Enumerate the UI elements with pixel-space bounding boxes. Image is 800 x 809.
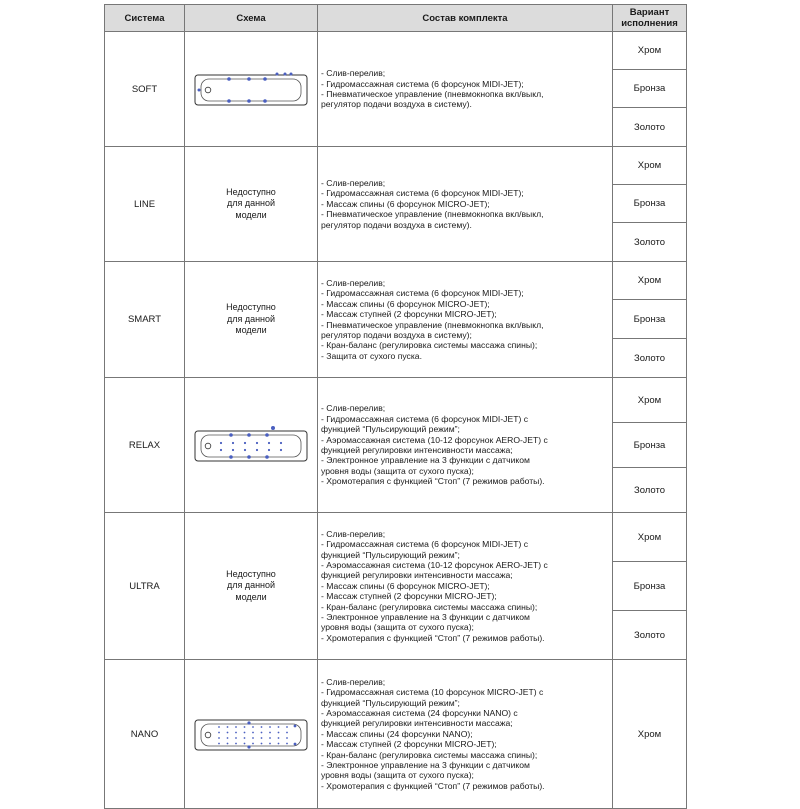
kit-line: - Массаж ступней (2 форсунки MICRO-JET);: [321, 309, 497, 320]
bathtub-diagram: [191, 714, 311, 754]
kit-line: регулятор подачи воздуха в систему).: [321, 219, 472, 230]
kit-line: уровня воды (защита от сухого пуска);: [321, 770, 474, 781]
variant-cell: Бронза: [613, 300, 687, 339]
aero-jet-dot: [256, 442, 258, 444]
nano-jet-dot: [278, 737, 280, 739]
scheme-cell: [185, 262, 318, 378]
kit-line: - Кран-баланс (регулировка системы массажа спины);: [321, 749, 538, 760]
kit-cell: [318, 660, 613, 809]
nano-jet-dot: [227, 732, 229, 734]
kit-line: - Кран-баланс (регулировка системы массажа спины);: [321, 340, 538, 351]
kit-line: - Массаж спины (24 форсунки NANO);: [321, 728, 473, 739]
kit-line: функцией регулировки интенсивности массажа;: [321, 570, 513, 581]
aero-jet-dot: [244, 442, 246, 444]
kit-line: - Хромотерапия с функцией “Стоп” (7 режимов работы).: [321, 780, 545, 791]
nano-jet-dot: [286, 732, 288, 734]
header-variant-line2: исполнения: [621, 18, 678, 29]
aero-jet-dot: [256, 449, 258, 451]
nano-jet-dot: [227, 743, 229, 745]
midi-jet-dot: [247, 433, 251, 437]
variant-cell: Бронза: [613, 423, 687, 468]
kit-line: - Слив-перелив;: [321, 528, 386, 539]
chromo-light-icon: [271, 426, 275, 430]
variant-cell: Золото: [613, 339, 687, 378]
kit-line: - Гидромассажная система (6 форсунок MIDI-JET);: [321, 288, 524, 299]
nano-jet-dot: [252, 726, 254, 728]
variant-cell: Золото: [613, 108, 687, 147]
kit-line: регулятор подачи воздуха в систему).: [321, 99, 472, 110]
midi-jet-dot: [229, 455, 233, 459]
kit-line: - Аэромассажная система (24 форсунки NANO) с: [321, 707, 518, 718]
variant-cell: Хром: [613, 660, 687, 809]
kit-line: - Массаж ступней (2 форсунки MICRO-JET);: [321, 591, 497, 602]
system-name-cell: NANO: [105, 660, 185, 809]
kit-line: - Слив-перелив;: [321, 68, 386, 79]
nano-jet-dot: [227, 737, 229, 739]
scheme-cell: [185, 513, 318, 660]
system-row: [105, 32, 687, 70]
spec-table: [104, 4, 687, 809]
kit-line: - Гидромассажная система (10 форсунок MICRO-JET) с: [321, 687, 544, 698]
kit-line: - Слив-перелив;: [321, 676, 386, 687]
jet-dot: [276, 73, 279, 76]
nano-jet-dot: [218, 737, 220, 739]
kit-line: уровня воды (защита от сухого пуска);: [321, 465, 474, 476]
kit-cell: [318, 378, 613, 513]
aero-jet-dot: [244, 449, 246, 451]
unavailable-text: для данной: [226, 580, 276, 591]
nano-jet-dot: [278, 743, 280, 745]
nano-jet-dot: [286, 743, 288, 745]
unavailable-text: Недоступно: [226, 186, 276, 197]
bathtub-diagram: [191, 425, 311, 465]
aero-jet-dot: [280, 449, 282, 451]
midi-jet-dot: [265, 455, 269, 459]
scheme-cell: [185, 378, 318, 513]
nano-jet-dot: [218, 743, 220, 745]
nano-jet-dot: [244, 743, 246, 745]
aero-jet-dot: [232, 442, 234, 444]
header-variant: [613, 5, 687, 32]
kit-line: - Массаж спины (6 форсунок MICRO-JET);: [321, 198, 490, 209]
system-row: [105, 147, 687, 185]
jet-dot: [198, 89, 201, 92]
kit-line: - Слив-перелив;: [321, 403, 386, 414]
kit-line: функцией регулировки интенсивности массажа;: [321, 718, 513, 729]
nano-jet-dot: [286, 726, 288, 728]
aero-jet-dot: [220, 449, 222, 451]
unavailable-text: Недоступно: [226, 568, 276, 579]
micro-jet-dot: [294, 725, 297, 728]
kit-line: - Электронное управление на 3 функции с датчиком: [321, 760, 530, 771]
variant-cell: Хром: [613, 378, 687, 423]
nano-jet-dot: [235, 726, 237, 728]
system-name-cell: SOFT: [105, 32, 185, 147]
nano-jet-dot: [227, 726, 229, 728]
kit-cell: [318, 262, 613, 378]
variant-cell: Хром: [613, 32, 687, 70]
kit-line: функцией “Пульсирующий режим”;: [321, 549, 460, 560]
scheme-cell: [185, 147, 318, 262]
kit-cell: [318, 32, 613, 147]
midi-jet-dot: [247, 99, 251, 103]
nano-jet-dot: [235, 743, 237, 745]
bathtub-inner: [201, 79, 301, 101]
nano-jet-dot: [278, 732, 280, 734]
variant-cell: Хром: [613, 262, 687, 300]
nano-jet-dot: [286, 737, 288, 739]
kit-line: - Массаж спины (6 форсунок MICRO-JET);: [321, 580, 490, 591]
midi-jet-dot: [263, 99, 267, 103]
kit-line: уровня воды (защита от сухого пуска);: [321, 622, 474, 633]
system-name-cell: SMART: [105, 262, 185, 378]
nano-jet-dot: [244, 726, 246, 728]
kit-line: - Пневматическое управление (пневмокнопка вкл/выкл,: [321, 319, 544, 330]
aero-jet-dot: [220, 442, 222, 444]
header-scheme: Схема: [185, 5, 318, 32]
kit-line: функцией “Пульсирующий режим”;: [321, 424, 460, 435]
kit-line: - Пневматическое управление (пневмокнопка вкл/выкл,: [321, 89, 544, 99]
unavailable-text: для данной: [226, 198, 276, 209]
kit-line: - Пневматическое управление (пневмокнопка вкл/выкл,: [321, 209, 544, 220]
variant-cell: Золото: [613, 223, 687, 262]
system-name-cell: LINE: [105, 147, 185, 262]
nano-jet-dot: [244, 737, 246, 739]
kit-line: - Аэромассажная система (10-12 форсунок AERO-JET) с: [321, 434, 548, 445]
unavailable-text: модели: [235, 209, 267, 220]
variant-cell: Бронза: [613, 185, 687, 223]
nano-jet-dot: [269, 732, 271, 734]
midi-jet-dot: [229, 433, 233, 437]
nano-jet-dot: [261, 726, 263, 728]
aero-jet-dot: [268, 449, 270, 451]
nano-jet-dot: [278, 726, 280, 728]
unavailable-text: модели: [235, 325, 267, 336]
bathtub-diagram: [191, 69, 311, 109]
midi-jet-dot: [247, 455, 251, 459]
nano-jet-dot: [269, 743, 271, 745]
midi-jet-dot: [263, 77, 267, 81]
kit-line: - Слив-перелив;: [321, 177, 386, 188]
aero-jet-dot: [232, 449, 234, 451]
midi-jet-dot: [247, 77, 251, 81]
system-name-cell: ULTRA: [105, 513, 185, 660]
variant-cell: Золото: [613, 468, 687, 513]
kit-line: - Электронное управление на 3 функции с датчиком: [321, 455, 530, 466]
scheme-cell: [185, 660, 318, 809]
jet-dot: [290, 73, 293, 76]
kit-line: - Хромотерапия с функцией “Стоп” (7 режимов работы).: [321, 476, 545, 487]
kit-line: - Хромотерапия с функцией “Стоп” (7 режимов работы).: [321, 632, 545, 643]
nano-jet-dot: [252, 732, 254, 734]
kit-line: - Аэромассажная система (10-12 форсунок AERO-JET) с: [321, 559, 548, 570]
system-row: [105, 262, 687, 300]
system-row: [105, 513, 687, 562]
nano-jet-dot: [244, 732, 246, 734]
micro-jet-dot: [247, 745, 250, 748]
kit-line: - Кран-баланс (регулировка системы массажа спины);: [321, 601, 538, 612]
variant-cell: Хром: [613, 147, 687, 185]
header-row: [105, 5, 687, 32]
kit-line: - Массаж ступней (2 форсунки MICRO-JET);: [321, 739, 497, 750]
nano-jet-dot: [261, 737, 263, 739]
nano-jet-dot: [235, 737, 237, 739]
system-row: [105, 660, 687, 809]
midi-jet-dot: [227, 77, 231, 81]
jet-dot: [284, 73, 287, 76]
kit-line: регулятор подачи воздуха в систему);: [321, 329, 472, 340]
variant-cell: Золото: [613, 611, 687, 660]
nano-jet-dot: [252, 743, 254, 745]
midi-jet-dot: [227, 99, 231, 103]
unavailable-text: для данной: [226, 313, 276, 324]
nano-jet-dot: [261, 732, 263, 734]
nano-jet-dot: [218, 732, 220, 734]
kit-line: - Гидромассажная система (6 форсунок MIDI-JET);: [321, 188, 524, 199]
system-row: [105, 378, 687, 423]
nano-jet-dot: [261, 743, 263, 745]
kit-line: - Электронное управление на 3 функции с датчиком: [321, 612, 530, 623]
variant-cell: Хром: [613, 513, 687, 562]
kit-line: - Гидромассажная система (6 форсунок MIDI-JET);: [321, 78, 524, 89]
nano-jet-dot: [269, 726, 271, 728]
unavailable-text: модели: [235, 591, 267, 602]
nano-jet-dot: [269, 737, 271, 739]
variant-cell: Бронза: [613, 70, 687, 108]
kit-line: - Массаж спины (6 форсунок MICRO-JET);: [321, 298, 490, 309]
bathtub-inner: [201, 435, 301, 457]
system-name-cell: RELAX: [105, 378, 185, 513]
kit-line: - Слив-перелив;: [321, 277, 386, 288]
kit-line: - Защита от сухого пуска.: [321, 350, 422, 361]
nano-jet-dot: [235, 732, 237, 734]
kit-line: функцией “Пульсирующий режим”;: [321, 697, 460, 708]
kit-line: - Гидромассажная система (6 форсунок MIDI-JET) с: [321, 539, 529, 550]
nano-jet-dot: [252, 737, 254, 739]
scheme-cell: [185, 32, 318, 147]
variant-cell: Бронза: [613, 562, 687, 611]
micro-jet-dot: [294, 743, 297, 746]
aero-jet-dot: [280, 442, 282, 444]
kit-line: - Гидромассажная система (6 форсунок MIDI-JET) с: [321, 413, 529, 424]
kit-line: функцией регулировки интенсивности массажа;: [321, 445, 513, 455]
header-variant-line1: Вариант: [629, 7, 670, 18]
aero-jet-dot: [268, 442, 270, 444]
micro-jet-dot: [247, 721, 250, 724]
kit-cell: [318, 513, 613, 660]
nano-jet-dot: [218, 726, 220, 728]
kit-cell: [318, 147, 613, 262]
bathtub-inner: [201, 724, 301, 746]
header-system: Система: [105, 5, 185, 32]
midi-jet-dot: [265, 433, 269, 437]
unavailable-text: Недоступно: [226, 302, 276, 313]
header-kit: Состав комплекта: [318, 5, 613, 32]
